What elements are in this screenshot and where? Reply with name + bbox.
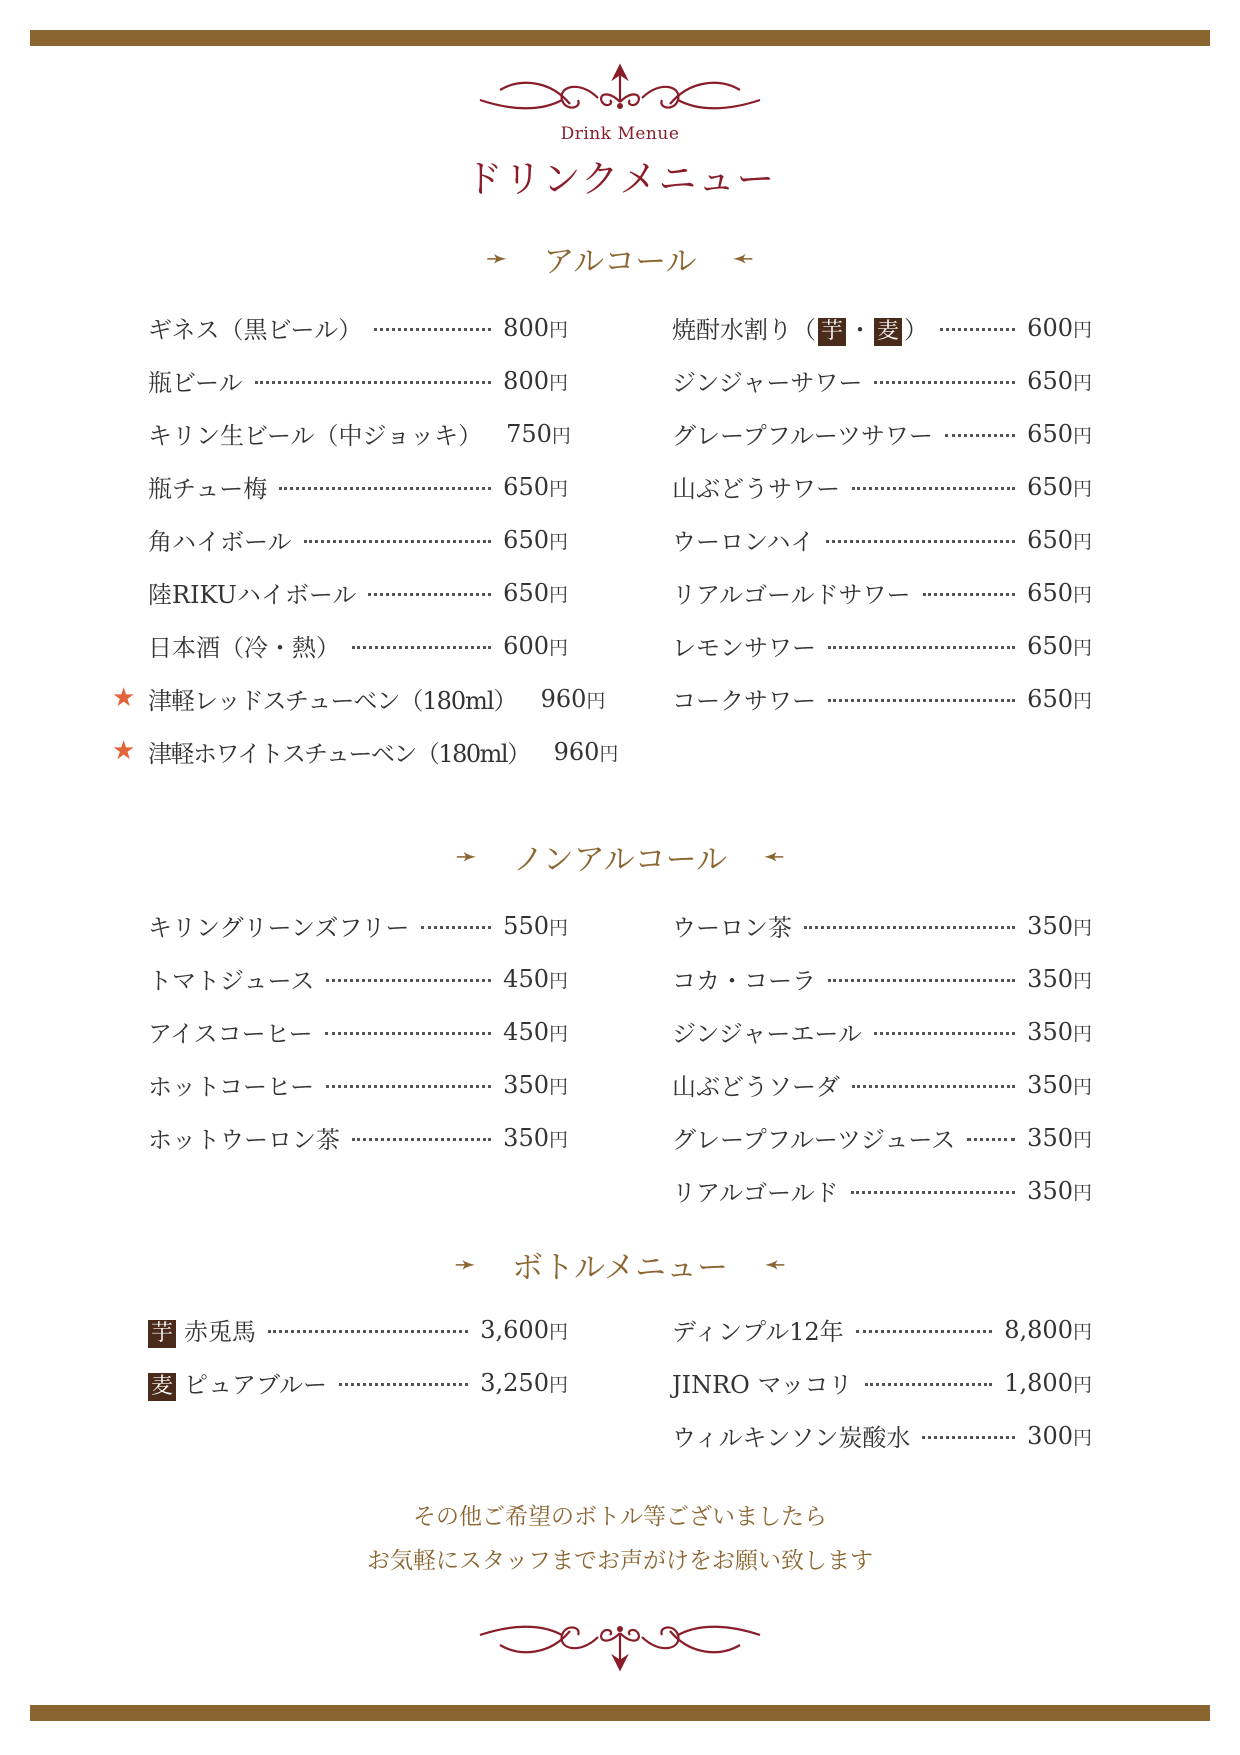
item-name: ウィルキンソン炭酸水 [672,1424,911,1452]
dot-leader [940,328,1015,331]
menu-item [148,1356,568,1409]
menu-item [672,952,1092,1005]
item-name: 角ハイボール [148,528,292,556]
non-alcohol-right-column [672,899,1092,1217]
item-price: 350円 [1027,1123,1092,1152]
item-price: 650円 [1027,472,1092,501]
item-name: JINRO マッコリ [672,1371,853,1399]
menu-item [148,619,568,672]
menu-item-featured [112,725,619,778]
section-heading-bottle [0,1242,1240,1287]
arrow-right-icon: ➛ [454,1249,477,1280]
item-name: 麦 ピュアブルー [148,1365,327,1401]
menu-item [148,354,568,407]
item-price: 1,800円 [1004,1368,1092,1397]
footer-note [0,1495,1240,1583]
item-price: 550円 [503,911,568,940]
item-name: 津軽ホワイトスチューベン（180ml） [148,740,530,768]
item-price: 650円 [1027,419,1092,448]
menu-subtitle: Drink Menue [560,124,680,144]
section-heading-alcohol [0,236,1240,281]
item-price: 600円 [1027,313,1092,342]
dot-leader [922,1436,1015,1439]
item-name: 山ぶどうソーダ [672,1073,840,1101]
item-name: 山ぶどうサワー [672,475,840,503]
menu-item [672,1111,1092,1164]
item-price: 600円 [503,631,568,660]
menu-item [672,566,1092,619]
item-name: キリン生ビール（中ジョッキ） [148,422,483,450]
item-price: 650円 [1027,366,1092,395]
dot-leader [945,434,1015,437]
item-name: コカ・コーラ [672,967,816,995]
dot-leader [352,646,491,649]
menu-item [148,301,568,354]
alcohol-right-column [672,301,1092,725]
item-price: 650円 [1027,631,1092,660]
dot-leader [923,593,1016,596]
item-price: 650円 [503,525,568,554]
item-price: 750円 [506,419,571,448]
menu-item [148,1303,568,1356]
item-price: 350円 [1027,1070,1092,1099]
section-heading-non-alcohol [0,834,1240,879]
dot-leader [874,381,1015,384]
item-name: 陸RIKUハイボール [148,581,357,609]
dot-leader [865,1383,993,1386]
menu-item [148,899,568,952]
bottle-right-column [672,1303,1092,1462]
menu-item [148,513,568,566]
item-price: 350円 [1027,1176,1092,1205]
dot-leader [967,1138,1015,1141]
item-price: 350円 [503,1123,568,1152]
section-heading-label: ボトルメニュー [511,1250,729,1286]
menu-item [148,952,568,1005]
top-border-bar [30,30,1210,46]
item-name: 津軽レッドスチューベン（180ml） [148,687,517,715]
item-name: ジンジャーエール [672,1020,862,1048]
dot-leader [852,487,1015,490]
dot-leader [255,381,492,384]
dot-leader [326,1085,491,1088]
alcohol-left-column [112,301,619,778]
menu-item [672,301,1092,354]
dot-leader [304,540,492,543]
menu-item [672,1164,1092,1217]
menu-item [672,1303,1092,1356]
tag-imo: 芋 [818,318,846,346]
item-name: 芋 赤兎馬 [148,1312,256,1348]
item-name: リアルゴールドサワー [672,581,911,609]
dot-leader [826,540,1015,543]
dot-leader [279,487,491,490]
item-price: 800円 [503,366,568,395]
menu-item [148,460,568,513]
item-price: 350円 [1027,964,1092,993]
item-price: 350円 [1027,911,1092,940]
menu-item [672,1409,1092,1462]
item-price: 450円 [503,1017,568,1046]
item-price: 800円 [503,313,568,342]
section-heading-label: アルコール [543,244,697,280]
bottle-left-column [148,1303,568,1409]
item-price: 300円 [1027,1421,1092,1450]
item-name: トマトジュース [148,967,315,995]
arrow-right-icon: ➛ [485,243,508,274]
dot-leader [268,1330,468,1333]
flourish-ornament [470,60,770,130]
non-alcohol-left-column [148,899,568,1164]
menu-item [148,1111,568,1164]
dot-leader [374,328,491,331]
flourish-ornament [470,1605,770,1675]
item-price: 960円 [540,684,606,713]
item-price: 350円 [1027,1017,1092,1046]
item-name: グレープフルーツジュース [672,1126,956,1154]
menu-item [672,513,1092,566]
item-price: 650円 [1027,525,1092,554]
item-price: 8,800円 [1004,1315,1092,1344]
item-price: 350円 [503,1070,568,1099]
dot-leader [874,1032,1015,1035]
item-name: 瓶チュー梅 [148,475,268,503]
menu-item [672,460,1092,513]
item-name: グレープフルーツサワー [672,422,933,450]
menu-item [672,672,1092,725]
star-icon: ★ [112,736,136,766]
item-name: 瓶ビール [148,369,243,397]
item-name: ウーロン茶 [672,914,792,942]
dot-leader [325,1032,492,1035]
tag-imo: 芋 [148,1320,176,1348]
dot-leader [804,926,1015,929]
arrow-left-icon: ➛ [762,841,785,872]
item-name: ジンジャーサワー [672,369,863,397]
menu-item [148,566,568,619]
item-name: アイスコーヒー [148,1020,313,1048]
item-price: 960円 [553,737,619,766]
bottom-border-bar [30,1705,1210,1721]
dot-leader [856,1330,993,1333]
menu-item [672,1356,1092,1409]
item-price: 3,250円 [480,1368,568,1397]
item-name: ウーロンハイ [672,528,815,556]
menu-item [148,1058,568,1111]
item-name: ディンプル12年 [672,1318,844,1346]
item-name: レモンサワー [672,634,816,662]
star-icon: ★ [112,683,136,713]
menu-item [672,1005,1092,1058]
item-name: キリングリーンズフリー [148,914,410,942]
item-name: ギネス（黒ビール） [148,316,363,344]
item-name: ホットコーヒー [148,1073,315,1101]
dot-leader [368,593,491,596]
section-heading-label: ノンアルコール [513,842,727,878]
tag-mugi: 麦 [148,1373,176,1401]
menu-item [148,407,571,460]
tag-mugi: 麦 [874,318,902,346]
menu-item [672,1058,1092,1111]
item-name: 焼酎水割り（ 芋 ・ 麦 ） [672,315,929,344]
dot-leader [828,699,1015,702]
menu-item [672,354,1092,407]
item-price: 650円 [503,578,568,607]
menu-item-featured [112,672,606,725]
item-price: 650円 [1027,684,1092,713]
dot-leader [828,646,1015,649]
menu-item [672,619,1092,672]
dot-leader [828,979,1015,982]
dot-leader [421,926,491,929]
arrow-left-icon: ➛ [763,1249,786,1280]
arrow-left-icon: ➛ [732,243,755,274]
item-name: 日本酒（冷・熱） [148,634,340,662]
item-name: ホットウーロン茶 [148,1126,340,1154]
footer-note-line: その他ご希望のボトル等ございましたら [413,1504,827,1530]
page-title: ドリンクメニュー [464,157,776,201]
dot-leader [339,1383,468,1386]
menu-item [672,899,1092,952]
item-price: 450円 [503,964,568,993]
dot-leader [852,1085,1015,1088]
menu-item [672,407,1092,460]
item-price: 650円 [1027,578,1092,607]
item-price: 3,600円 [480,1315,568,1344]
dot-leader [326,979,491,982]
menu-item [148,1005,568,1058]
item-name: コークサワー [672,687,816,715]
dot-leader [851,1191,1016,1194]
item-name: リアルゴールド [672,1179,839,1207]
footer-note-line: お気軽にスタッフまでお声がけをお願い致します [367,1548,873,1574]
dot-leader [352,1138,491,1141]
item-price: 650円 [503,472,568,501]
arrow-right-icon: ➛ [455,841,478,872]
